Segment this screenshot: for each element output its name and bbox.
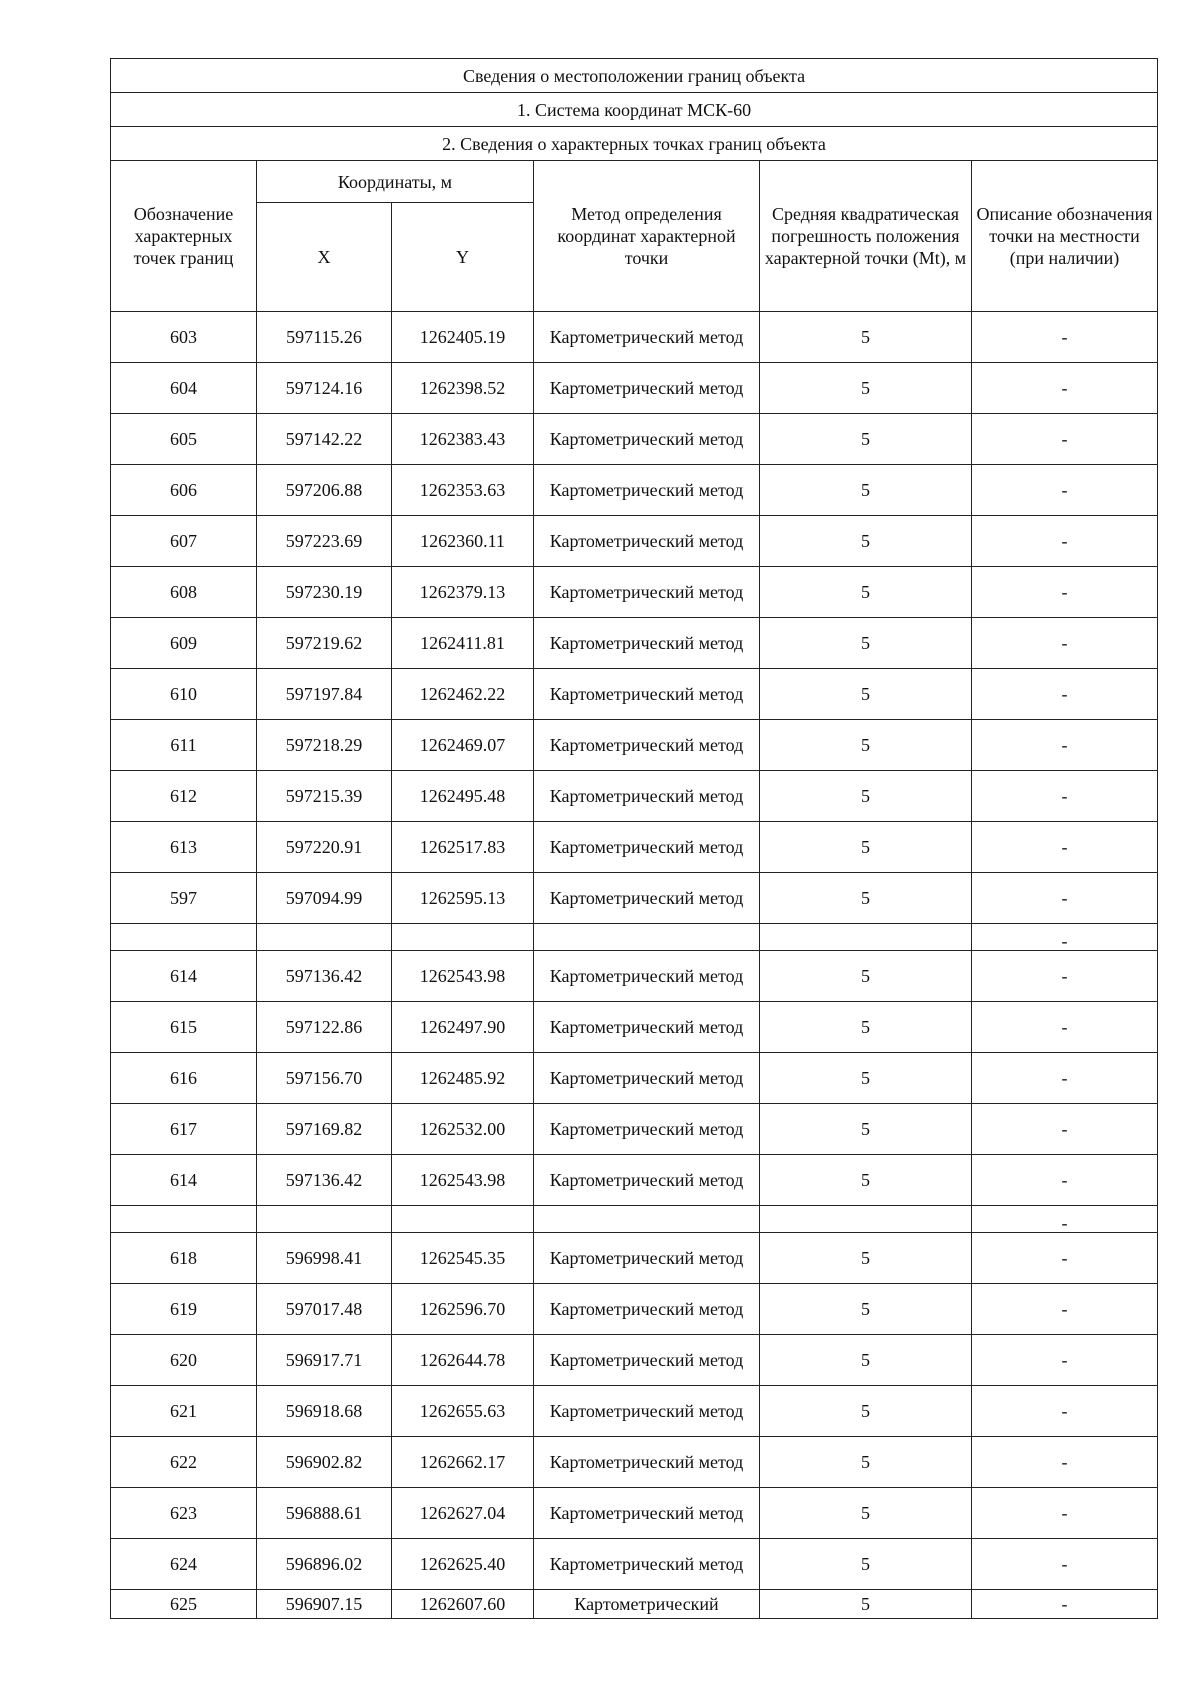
table-row <box>111 1590 1158 1619</box>
cell-error: 5 <box>760 363 972 414</box>
coordinate-system-title: 1. Система координат МСК-60 <box>111 93 1158 127</box>
cell-error: 5 <box>760 669 972 720</box>
cell-error: 5 <box>760 1233 972 1284</box>
cell-point: 608 <box>111 567 257 618</box>
cell-error: 5 <box>760 822 972 873</box>
cell-y: 1262627.04 <box>392 1488 534 1539</box>
cell-error: 5 <box>760 873 972 924</box>
table-row <box>111 873 1158 924</box>
cell-x: 597223.69 <box>257 516 392 567</box>
cell-error: 5 <box>760 618 972 669</box>
cell-description: - <box>972 1155 1158 1206</box>
cell-description: - <box>972 618 1158 669</box>
cell-x <box>257 1206 392 1233</box>
cell-point: 610 <box>111 669 257 720</box>
cell-description: - <box>972 873 1158 924</box>
cell-x: 596896.02 <box>257 1539 392 1590</box>
cell-y: 1262517.83 <box>392 822 534 873</box>
cell-method: Картометрический метод <box>534 771 760 822</box>
cell-description: - <box>972 720 1158 771</box>
table-row <box>111 1539 1158 1590</box>
header-description: Описание обозначения точки на местности (при наличии) <box>972 161 1158 312</box>
table-row <box>111 618 1158 669</box>
cell-y: 1262495.48 <box>392 771 534 822</box>
cell-x: 596998.41 <box>257 1233 392 1284</box>
table-row <box>111 414 1158 465</box>
table-row <box>111 312 1158 363</box>
cell-method: Картометрический метод <box>534 822 760 873</box>
cell-method: Картометрический метод <box>534 1155 760 1206</box>
table-row <box>111 465 1158 516</box>
cell-y: 1262353.63 <box>392 465 534 516</box>
cell-y: 1262543.98 <box>392 1155 534 1206</box>
cell-method: Картометрический метод <box>534 951 760 1002</box>
cell-point: 625 <box>111 1590 257 1619</box>
cell-point <box>111 924 257 951</box>
cell-point: 624 <box>111 1539 257 1590</box>
table-row <box>111 1488 1158 1539</box>
header-x: X <box>257 203 392 312</box>
cell-point: 620 <box>111 1335 257 1386</box>
cell-point <box>111 1206 257 1233</box>
cell-method: Картометрический метод <box>534 567 760 618</box>
cell-error: 5 <box>760 465 972 516</box>
table-row <box>111 1335 1158 1386</box>
cell-error: 5 <box>760 1284 972 1335</box>
cell-point: 619 <box>111 1284 257 1335</box>
cell-point: 606 <box>111 465 257 516</box>
cell-method: Картометрический метод <box>534 1104 760 1155</box>
cell-x: 597156.70 <box>257 1053 392 1104</box>
table-row <box>111 1284 1158 1335</box>
cell-point: 621 <box>111 1386 257 1437</box>
cell-point: 618 <box>111 1233 257 1284</box>
cell-y: 1262469.07 <box>392 720 534 771</box>
cell-x: 596907.15 <box>257 1590 392 1619</box>
table-row <box>111 1437 1158 1488</box>
cell-method: Картометрический метод <box>534 669 760 720</box>
cell-x: 597230.19 <box>257 567 392 618</box>
cell-description: - <box>972 1590 1158 1619</box>
cell-method: Картометрический метод <box>534 1437 760 1488</box>
cell-description: - <box>972 465 1158 516</box>
cell-point: 612 <box>111 771 257 822</box>
cell-method: Картометрический метод <box>534 312 760 363</box>
cell-description: - <box>972 1053 1158 1104</box>
cell-error: 5 <box>760 1155 972 1206</box>
cell-y: 1262644.78 <box>392 1335 534 1386</box>
cell-error: 5 <box>760 1590 972 1619</box>
cell-description: - <box>972 1233 1158 1284</box>
cell-x: 597136.42 <box>257 1155 392 1206</box>
header-coordinates: Координаты, м <box>257 161 534 203</box>
table-row <box>111 516 1158 567</box>
cell-point: 609 <box>111 618 257 669</box>
table-row <box>111 1233 1158 1284</box>
cell-description: - <box>972 771 1158 822</box>
cell-x: 597215.39 <box>257 771 392 822</box>
cell-description: - <box>972 1284 1158 1335</box>
cell-x: 597169.82 <box>257 1104 392 1155</box>
cell-point: 605 <box>111 414 257 465</box>
table-row <box>111 771 1158 822</box>
cell-point: 623 <box>111 1488 257 1539</box>
cell-description: - <box>972 414 1158 465</box>
cell-y <box>392 924 534 951</box>
cell-error: 5 <box>760 312 972 363</box>
cell-point: 615 <box>111 1002 257 1053</box>
cell-x <box>257 924 392 951</box>
cell-description: - <box>972 924 1158 951</box>
cell-method: Картометрический метод <box>534 1284 760 1335</box>
table-title: Сведения о местоположении границ объекта <box>111 59 1158 93</box>
cell-description: - <box>972 822 1158 873</box>
cell-x: 596918.68 <box>257 1386 392 1437</box>
cell-method: Картометрический метод <box>534 720 760 771</box>
cell-y: 1262543.98 <box>392 951 534 1002</box>
cell-description: - <box>972 567 1158 618</box>
table-row <box>111 720 1158 771</box>
cell-point: 614 <box>111 1155 257 1206</box>
cell-x: 596888.61 <box>257 1488 392 1539</box>
cell-error: 5 <box>760 1335 972 1386</box>
cell-x: 596902.82 <box>257 1437 392 1488</box>
cell-y: 1262596.70 <box>392 1284 534 1335</box>
cell-description: - <box>972 363 1158 414</box>
cell-y <box>392 1206 534 1233</box>
cell-method: Картометрический метод <box>534 873 760 924</box>
cell-method: Картометрический метод <box>534 1335 760 1386</box>
header-designation: Обозначение характерных точек границ <box>111 161 257 312</box>
cell-method: Картометрический метод <box>534 618 760 669</box>
cell-y: 1262405.19 <box>392 312 534 363</box>
cell-method: Картометрический метод <box>534 1488 760 1539</box>
cell-y: 1262485.92 <box>392 1053 534 1104</box>
cell-description: - <box>972 669 1158 720</box>
cell-description: - <box>972 516 1158 567</box>
cell-y: 1262532.00 <box>392 1104 534 1155</box>
cell-description: - <box>972 1002 1158 1053</box>
table-row <box>111 951 1158 1002</box>
cell-point: 607 <box>111 516 257 567</box>
cell-x: 597094.99 <box>257 873 392 924</box>
points-section-title: 2. Сведения о характерных точках границ объекта <box>111 127 1158 161</box>
cell-error <box>760 924 972 951</box>
table-row <box>111 1386 1158 1437</box>
cell-x: 596917.71 <box>257 1335 392 1386</box>
cell-method: Картометрический метод <box>534 1539 760 1590</box>
cell-description: - <box>972 951 1158 1002</box>
cell-error: 5 <box>760 414 972 465</box>
cell-description: - <box>972 1104 1158 1155</box>
cell-point: 603 <box>111 312 257 363</box>
cell-error: 5 <box>760 516 972 567</box>
cell-description: - <box>972 312 1158 363</box>
cell-x: 597115.26 <box>257 312 392 363</box>
header-error: Средняя квадратическая погрешность положения характерной точки (Mt), м <box>760 161 972 312</box>
cell-x: 597218.29 <box>257 720 392 771</box>
cell-x: 597136.42 <box>257 951 392 1002</box>
cell-error: 5 <box>760 1386 972 1437</box>
cell-y: 1262662.17 <box>392 1437 534 1488</box>
cell-method: Картометрический метод <box>534 1386 760 1437</box>
table-row <box>111 1206 1158 1233</box>
cell-y: 1262379.13 <box>392 567 534 618</box>
cell-description: - <box>972 1335 1158 1386</box>
cell-point: 611 <box>111 720 257 771</box>
cell-y: 1262462.22 <box>392 669 534 720</box>
cell-x: 597122.86 <box>257 1002 392 1053</box>
boundary-points-table <box>110 58 1158 1619</box>
cell-point: 617 <box>111 1104 257 1155</box>
cell-description: - <box>972 1206 1158 1233</box>
cell-method: Картометрический <box>534 1590 760 1619</box>
table-row <box>111 924 1158 951</box>
cell-point: 613 <box>111 822 257 873</box>
cell-method: Картометрический метод <box>534 414 760 465</box>
cell-y: 1262655.63 <box>392 1386 534 1437</box>
cell-error: 5 <box>760 1539 972 1590</box>
cell-error: 5 <box>760 1488 972 1539</box>
cell-method: Картометрический метод <box>534 465 760 516</box>
cell-y: 1262360.11 <box>392 516 534 567</box>
cell-point: 622 <box>111 1437 257 1488</box>
cell-x: 597017.48 <box>257 1284 392 1335</box>
table-row <box>111 567 1158 618</box>
cell-y: 1262411.81 <box>392 618 534 669</box>
cell-error: 5 <box>760 771 972 822</box>
cell-point: 604 <box>111 363 257 414</box>
cell-y: 1262607.60 <box>392 1590 534 1619</box>
cell-y: 1262497.90 <box>392 1002 534 1053</box>
table-row <box>111 1155 1158 1206</box>
cell-description: - <box>972 1386 1158 1437</box>
cell-method <box>534 1206 760 1233</box>
table-row <box>111 1053 1158 1104</box>
table-row <box>111 1002 1158 1053</box>
cell-y: 1262383.43 <box>392 414 534 465</box>
cell-point: 614 <box>111 951 257 1002</box>
cell-point: 616 <box>111 1053 257 1104</box>
header-y: Y <box>392 203 534 312</box>
cell-x: 597206.88 <box>257 465 392 516</box>
cell-error: 5 <box>760 1002 972 1053</box>
table-row <box>111 1104 1158 1155</box>
cell-method: Картометрический метод <box>534 1233 760 1284</box>
cell-method: Картометрический метод <box>534 516 760 567</box>
cell-error: 5 <box>760 1437 972 1488</box>
table-row <box>111 669 1158 720</box>
table-row <box>111 822 1158 873</box>
cell-y: 1262398.52 <box>392 363 534 414</box>
table-row <box>111 363 1158 414</box>
cell-x: 597142.22 <box>257 414 392 465</box>
cell-error: 5 <box>760 720 972 771</box>
cell-error: 5 <box>760 567 972 618</box>
cell-y: 1262625.40 <box>392 1539 534 1590</box>
cell-description: - <box>972 1437 1158 1488</box>
cell-error <box>760 1206 972 1233</box>
header-method: Метод определения координат характерной точки <box>534 161 760 312</box>
cell-error: 5 <box>760 1053 972 1104</box>
cell-error: 5 <box>760 1104 972 1155</box>
cell-method: Картометрический метод <box>534 1053 760 1104</box>
cell-method: Картометрический метод <box>534 363 760 414</box>
cell-method: Картометрический метод <box>534 1002 760 1053</box>
cell-x: 597220.91 <box>257 822 392 873</box>
cell-x: 597197.84 <box>257 669 392 720</box>
cell-x: 597124.16 <box>257 363 392 414</box>
cell-method <box>534 924 760 951</box>
cell-description: - <box>972 1539 1158 1590</box>
cell-y: 1262545.35 <box>392 1233 534 1284</box>
cell-description: - <box>972 1488 1158 1539</box>
cell-x: 597219.62 <box>257 618 392 669</box>
cell-y: 1262595.13 <box>392 873 534 924</box>
cell-point: 597 <box>111 873 257 924</box>
cell-error: 5 <box>760 951 972 1002</box>
